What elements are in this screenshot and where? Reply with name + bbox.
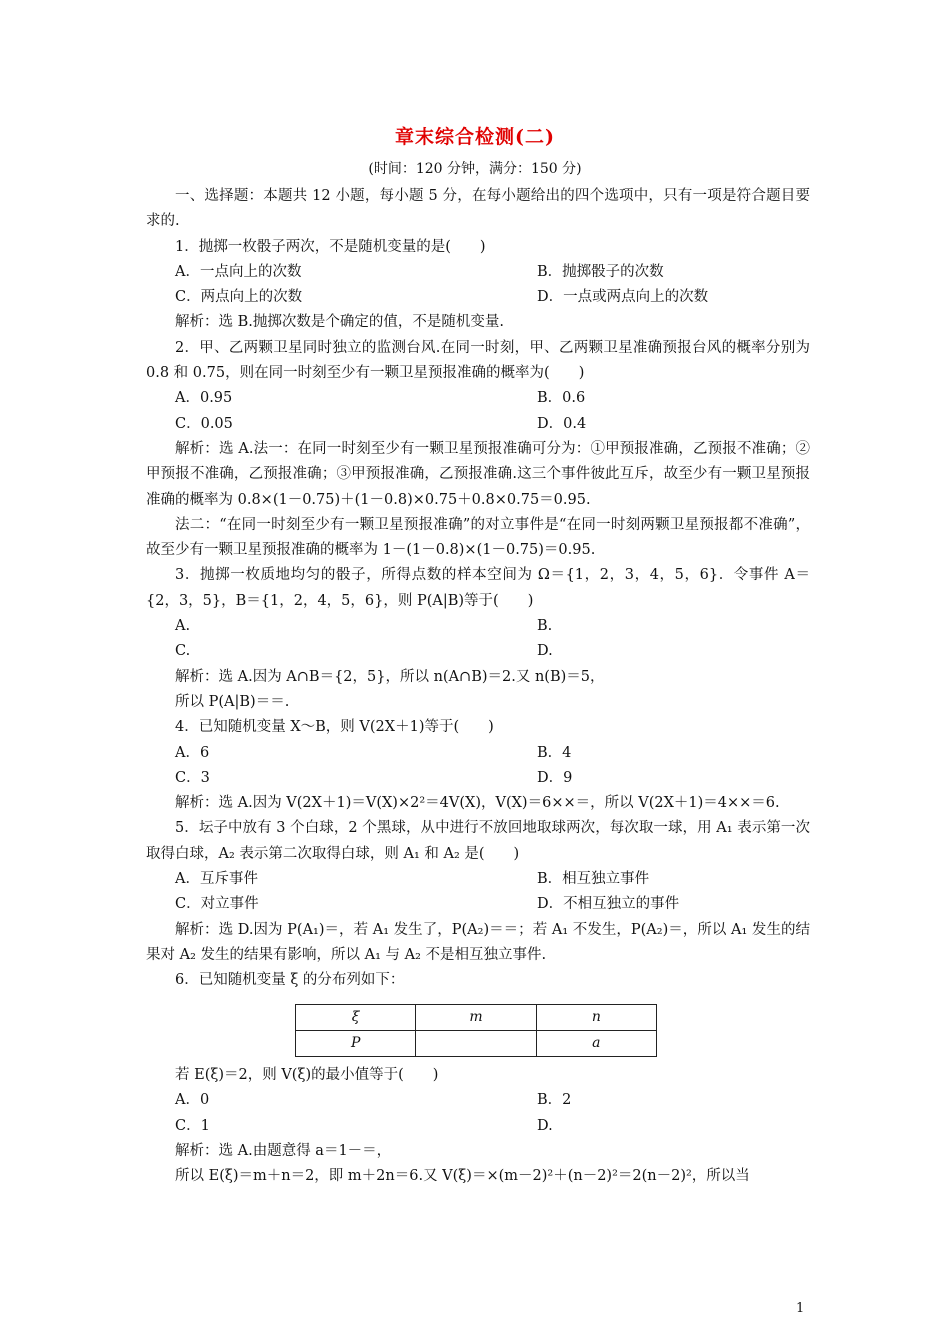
option-d: D．0.4 [537,415,587,432]
question-4-stem: 4．已知随机变量 X～B，则 V(2X＋1)等于( ) [175,719,494,736]
table-cell: n [536,1004,656,1030]
table-cell: m [416,1004,536,1030]
option-a: A．0.95 [175,390,233,407]
option-b: B．4 [537,744,572,761]
page-number: 1 [796,1301,805,1316]
distribution-table-wrapper [146,994,810,1064]
question-3-stem: 3．抛掷一枚质地均匀的骰子，所得点数的样本空间为 Ω＝{1，2，3，4，5，6}．令事件 A＝{2，3，5}，B＝{1，2，4，5，6}，则 P(A|B)等于( ) [146,567,810,609]
page-title: 章末综合检测(二) [395,126,555,148]
option-b: B．0.6 [537,390,586,407]
question-4-analysis: 解析：选 A.因为 V(2X＋1)＝V(X)×2²＝4V(X)，V(X)＝6××＝，所以 V(2X＋1)＝4××＝6. [175,795,780,812]
question-1-analysis: 解析：选 B.抛掷次数是个确定的值，不是随机变量. [175,314,504,331]
question-5-analysis: 解析：选 D.因为 P(A₁)＝，若 A₁ 发生了，P(A₂)＝＝；若 A₁ 不发生，P(A₂)＝，所以 A₁ 发生的结果对 A₂ 发生的结果有影响，所以 A₁ 与 A₂ 不是相互独立事件. [146,921,810,963]
option-a: A．一点向上的次数 [175,263,302,280]
question-3-options-row-1 [146,614,810,639]
question-6-stem: 6．已知随机变量 ξ 的分布列如下： [175,972,405,989]
question-3-options-row-2 [146,639,810,664]
option-d: D．一点或两点向上的次数 [537,289,709,306]
option-b: B．抛掷骰子的次数 [537,263,664,280]
question-3-analysis-1: 解析：选 A.因为 A∩B＝{2，5}，所以 n(A∩B)＝2.又 n(B)＝5， [175,668,605,685]
exam-info: (时间：120 分钟，满分：150 分) [368,161,582,177]
option-d: D. [537,1117,553,1134]
question-6-analysis-1: 解析：选 A.由题意得 a＝1－＝， [175,1142,392,1159]
section-intro: 一、选择题：本题共 12 小题，每小题 5 分，在每小题给出的四个选项中，只有一项是符合题目要求的. [146,188,810,230]
question-2-analysis-1: 解析：选 A.法一：在同一时刻至少有一颗卫星预报准确可分为：①甲预报准确，乙预报不准确；②甲预报不准确，乙预报准确；③甲预报准确，乙预报准确.这三个事件彼此互斥，故至少有一颗卫星预报准确的概率为 0.8×(1－0.75)＋(1－0.8)×0.75＋0.8×0.75＝0.95. [146,440,810,508]
option-c: C．3 [175,769,210,786]
option-c: C．0.05 [175,415,233,432]
question-2-options-row-2 [146,412,810,437]
question-4-options-row-2 [146,766,810,791]
question-6-options-row-2 [146,1114,810,1139]
option-c: C．1 [175,1117,210,1134]
question-5-options-row-1 [146,867,810,892]
document-body [146,184,810,1190]
table-cell: P [296,1030,416,1056]
option-a: A．0 [175,1092,210,1109]
question-5-stem: 5．坛子中放有 3 个白球，2 个黑球，从中进行不放回地取球两次，每次取一球，用 A₁ 表示第一次取得白球，A₂ 表示第二次取得白球，则 A₁ 和 A₂ 是( ) [146,820,810,862]
option-d: D．9 [537,769,573,786]
question-1-options-row-1 [146,260,810,285]
table-row [296,1030,657,1056]
option-a: A．6 [175,744,210,761]
question-1-options-row-2 [146,285,810,310]
option-b: B. [537,618,553,635]
table-cell: a [536,1030,656,1056]
option-b: B．相互独立事件 [537,871,650,888]
option-c: C．对立事件 [175,896,259,913]
question-2-options-row-1 [146,386,810,411]
question-6-options-row-1 [146,1088,810,1113]
question-5-options-row-2 [146,892,810,917]
question-1-stem: 1．抛掷一枚骰子两次，不是随机变量的是( ) [175,238,486,255]
question-6-analysis-2: 所以 E(ξ)＝m＋n＝2，即 m＋2n＝6.又 V(ξ)＝×(m－2)²＋(n－2)²＝2(n－2)²，所以当 [175,1168,750,1185]
option-d: D．不相互独立的事件 [537,896,680,913]
distribution-table [295,1004,657,1058]
question-2-stem: 2．甲、乙两颗卫星同时独立的监测台风.在同一时刻，甲、乙两颗卫星准确预报台风的概率分别为 0.8 和 0.75，则在同一时刻至少有一颗卫星预报准确的概率为( ) [146,339,810,382]
question-3-analysis-2: 所以 P(A|B)＝＝. [175,693,290,710]
option-c: C. [175,643,191,660]
table-row [296,1004,657,1030]
option-c: C．两点向上的次数 [175,289,303,306]
option-b: B．2 [537,1092,572,1109]
table-cell [416,1030,536,1056]
question-2-analysis-2: 法二：“在同一时刻至少有一颗卫星预报准确”的对立事件是“在同一时刻两颗卫星预报都不准确”，故至少有一颗卫星预报准确的概率为 1－(1－0.8)×(1－0.75)＝0.95. [146,516,810,559]
table-cell: ξ [296,1004,416,1030]
question-6-condition: 若 E(ξ)＝2，则 V(ξ)的最小值等于( ) [175,1067,439,1084]
question-4-options-row-1 [146,741,810,766]
option-a: A. [175,618,191,635]
option-d: D. [537,643,553,660]
option-a: A．互斥事件 [175,871,258,888]
